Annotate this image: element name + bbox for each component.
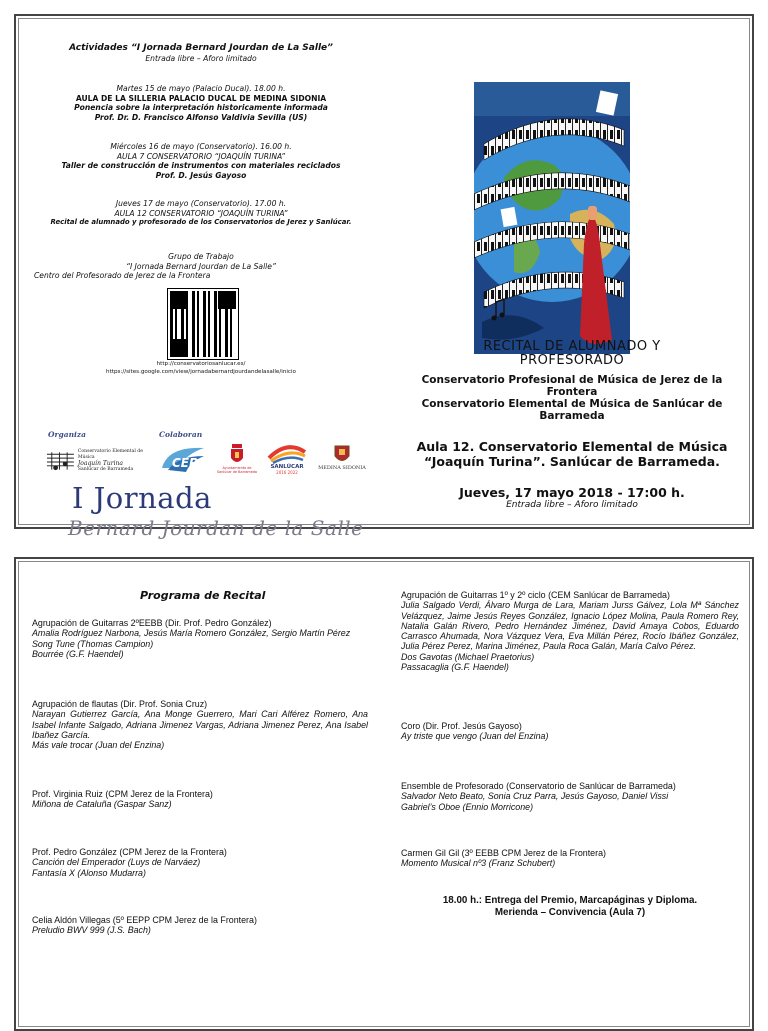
music-staff-icon <box>46 448 75 474</box>
item-names: Narayan Gutierrez García, Ana Monge Guerrero, Mari Cari Alférez Romero, Ana Isabel Infante Salgado, Adriana Jimenez Vargas, Adriana Jimenez Perez, Ana Isabel Ibañez García. <box>32 709 368 740</box>
closing-line: 18.00 h.: Entrega del Premio, Marcapáginas y Diploma. <box>442 895 698 906</box>
item-piece: Miñona de Cataluña (Gaspar Sanz) <box>32 799 172 810</box>
item-performer: Coro (Dir. Prof. Jesús Gayoso) <box>401 721 522 731</box>
event-line: Jueves 17 de mayo (Conservatorio). 17.00 h. <box>115 199 287 208</box>
event-tuesday <box>16 84 386 122</box>
item-names: Salvador Neto Beato, Sonia Cruz Parra, Jesús Gayoso, Daniel Vissi <box>401 791 669 802</box>
event-thursday <box>16 199 386 228</box>
conservatorio-link[interactable]: http://conservatoriosanlucar.es/ <box>156 361 246 367</box>
event-line: Ponencia sobre la interpretación historicamente informada <box>74 103 328 113</box>
program-item <box>32 618 368 659</box>
activities-header <box>16 44 386 63</box>
ayuntamiento-text: Ayuntamiento de Sanlúcar de Barrameda <box>216 466 258 474</box>
program-item <box>401 590 739 672</box>
item-piece: Gabriel’s Oboe (Ennio Morricone) <box>401 801 534 812</box>
item-piece: Fantasía X (Alonso Mudarra) <box>32 867 146 878</box>
medina-text: MEDINA SIDONIA <box>318 465 366 471</box>
item-performer: Agrupación de flautas (Dir. Prof. Sonia Cruz) <box>32 699 208 709</box>
event-line: AULA 12 CONSERVATORIO “JOAQUÍN TURINA” <box>114 208 288 218</box>
item-names: Amalia Rodríguez Narbona, Jesús María Romero González, Sergio Martín Pérez <box>32 628 351 639</box>
recital-title <box>402 340 742 368</box>
conservatorio-logo <box>46 446 158 476</box>
item-piece: Preludio BWV 999 (J.S. Bach) <box>32 925 151 936</box>
jornada-title: I Jornada <box>72 481 212 515</box>
item-performer: Prof. Virginia Ruiz (CPM Jerez de la Frontera) <box>32 789 213 799</box>
front-cover-panel <box>14 14 754 540</box>
program-item <box>32 847 368 878</box>
program-item <box>401 781 739 812</box>
item-performer: Agrupación de Guitarras 2ºEEBB (Dir. Prof. Pedro González) <box>32 618 272 628</box>
sanlucar-years: 2016 2022 <box>276 469 298 475</box>
item-piece: Momento Musical nº3 (Franz Schubert) <box>401 858 556 869</box>
program-panel <box>14 557 754 1031</box>
cep-text: CEP <box>172 456 198 470</box>
program-item <box>32 699 368 750</box>
item-piece: Más vale trocar (Juan del Enzina) <box>32 740 165 751</box>
item-piece: Dos Gavotas (Michael Praetorius) <box>401 651 535 662</box>
jornada-link[interactable]: https://sites.google.com/view/jornadabernardjourdandelasalle/inicio <box>106 369 296 375</box>
recital-title-line1: RECITAL DE ALUMNADO Y <box>483 339 661 354</box>
jornada-subtitle: Bernard Jourdan de la Salle <box>68 516 364 540</box>
program-item <box>401 848 739 869</box>
conservatory-sanlucar: Conservatorio Elemental de Música de Sanlúcar de Barrameda <box>421 398 723 422</box>
qr-code[interactable] <box>168 289 238 359</box>
event-line: AULA 7 CONSERVATORIO “JOAQUÍN TURINA” <box>116 151 286 161</box>
sanlucar-swirl-icon <box>267 444 307 464</box>
entry-note: Entrada libre – Aforo limitado <box>506 500 638 510</box>
program-item <box>32 789 368 810</box>
conservatories <box>402 374 742 422</box>
item-piece: Song Tune (Thomas Campion) <box>32 638 154 649</box>
group-line: Grupo de Trabajo <box>168 252 234 261</box>
item-performer: Carmen Gil Gil (3º EEBB CPM Jerez de la Frontera) <box>401 848 606 858</box>
event-line: Taller de construcción de instrumentos con materiales reciclados <box>61 161 341 171</box>
sanlucar-text: SANLÚCAR <box>270 463 304 470</box>
event-wednesday <box>16 142 386 180</box>
item-performer: Ensemble de Profesorado (Conservatorio de Sanlúcar de Barrameda) <box>401 781 676 791</box>
group-line: “I Jornada Bernard Jourdan de La Salle” <box>126 261 276 271</box>
globe-piano-illustration <box>474 82 630 354</box>
program-item <box>401 721 739 742</box>
event-line: AULA DE LA SILLERIA PALACIO DUCAL DE MEDINA SIDONIA <box>75 93 327 103</box>
event-line: Miércoles 16 de mayo (Conservatorio). 16.00 h. <box>110 142 292 151</box>
event-line: Recital de alumnado y profesorado de los Conservatorios de Jerez y Sanlúcar. <box>50 218 352 227</box>
work-group <box>16 252 386 281</box>
venue: Aula 12. Conservatorio Elemental de Música “Joaquín Turina”. Sanlúcar de Barrameda. <box>416 439 728 469</box>
activities-heading: Actividades “I Jornada Bernard Jourdan de La Salle” <box>69 43 333 53</box>
coat-of-arms-icon <box>229 444 245 466</box>
colaboran-label: Colaboran <box>159 430 203 439</box>
closing-note <box>401 895 739 919</box>
event-date: Jueves, 17 mayo 2018 - 17:00 h. <box>459 485 685 500</box>
item-performer: Prof. Pedro González (CPM Jerez de la Frontera) <box>32 847 227 857</box>
logo-text: Conservatorio Elemental de Música <box>77 449 143 460</box>
links <box>16 360 386 376</box>
closing-line: Merienda – Convivencia (Aula 7) <box>494 907 646 918</box>
event-line: Prof. Dr. D. Francisco Alfonso Valdivia Sevilla (US) <box>94 112 308 122</box>
item-names: Julia Salgado Verdi, Álvaro Murga de Lara, Mariam Jurss Gálvez, Lola Mª Sánchez Velázquez, Jaime Jesús Reyes González, Ignacio López Molina, Paula Romero Rey, Natalia Galán Rivero, Pedro Hernández Jiménez, David Amaya Cobos, Eduardo Carrasco Ahumada, Nora Vázquez Vera, Eva Millán Pérez, Rocío Ibáñez González, Julia Pérez Perez, Marina Jiménez, Paula Roca Galán, María Calvo Pérez. <box>401 600 739 652</box>
conservatory-jerez: Conservatorio Profesional de Música de Jerez de la Frontera <box>421 374 723 398</box>
recital-title-line2: PROFESORADO <box>519 353 625 368</box>
program-title: Programa de Recital <box>140 589 266 602</box>
group-line: Centro del Profesorado de Jerez de la Frontera <box>34 271 211 281</box>
item-piece: Passacaglia (G.F. Haendel) <box>401 662 509 673</box>
item-piece: Bourrée (G.F. Haendel) <box>32 648 124 659</box>
sanlucar-logo <box>261 442 313 476</box>
shield-icon <box>334 445 350 465</box>
logo-text: Joaquín Turina <box>77 460 123 467</box>
item-performer: Agrupación de Guitarras 1º y 2º ciclo (CEM Sanlúcar de Barrameda) <box>401 590 670 600</box>
event-line: Prof. D. Jesús Gayoso <box>155 170 247 180</box>
event-line: Martes 15 de mayo (Palacio Ducal). 18.00 h. <box>116 84 286 93</box>
item-piece: Canción del Emperador (Luys de Narváez) <box>32 857 201 868</box>
logo-text: Sanlúcar de Barrameda <box>77 467 134 472</box>
organiza-label: Organiza <box>48 430 87 439</box>
medina-logo <box>316 440 368 476</box>
poster-illustration <box>474 82 630 354</box>
item-performer: Celia Aldón Villegas (5º EEPP CPM Jerez de la Frontera) <box>32 915 257 925</box>
cep-logo <box>158 442 210 476</box>
program-item <box>32 915 368 936</box>
activities-subheading: Entrada libre – Aforo limitado <box>145 53 257 63</box>
ayuntamiento-logo <box>216 440 258 478</box>
item-piece: Ay triste que vengo (Juan del Enzina) <box>401 731 549 742</box>
